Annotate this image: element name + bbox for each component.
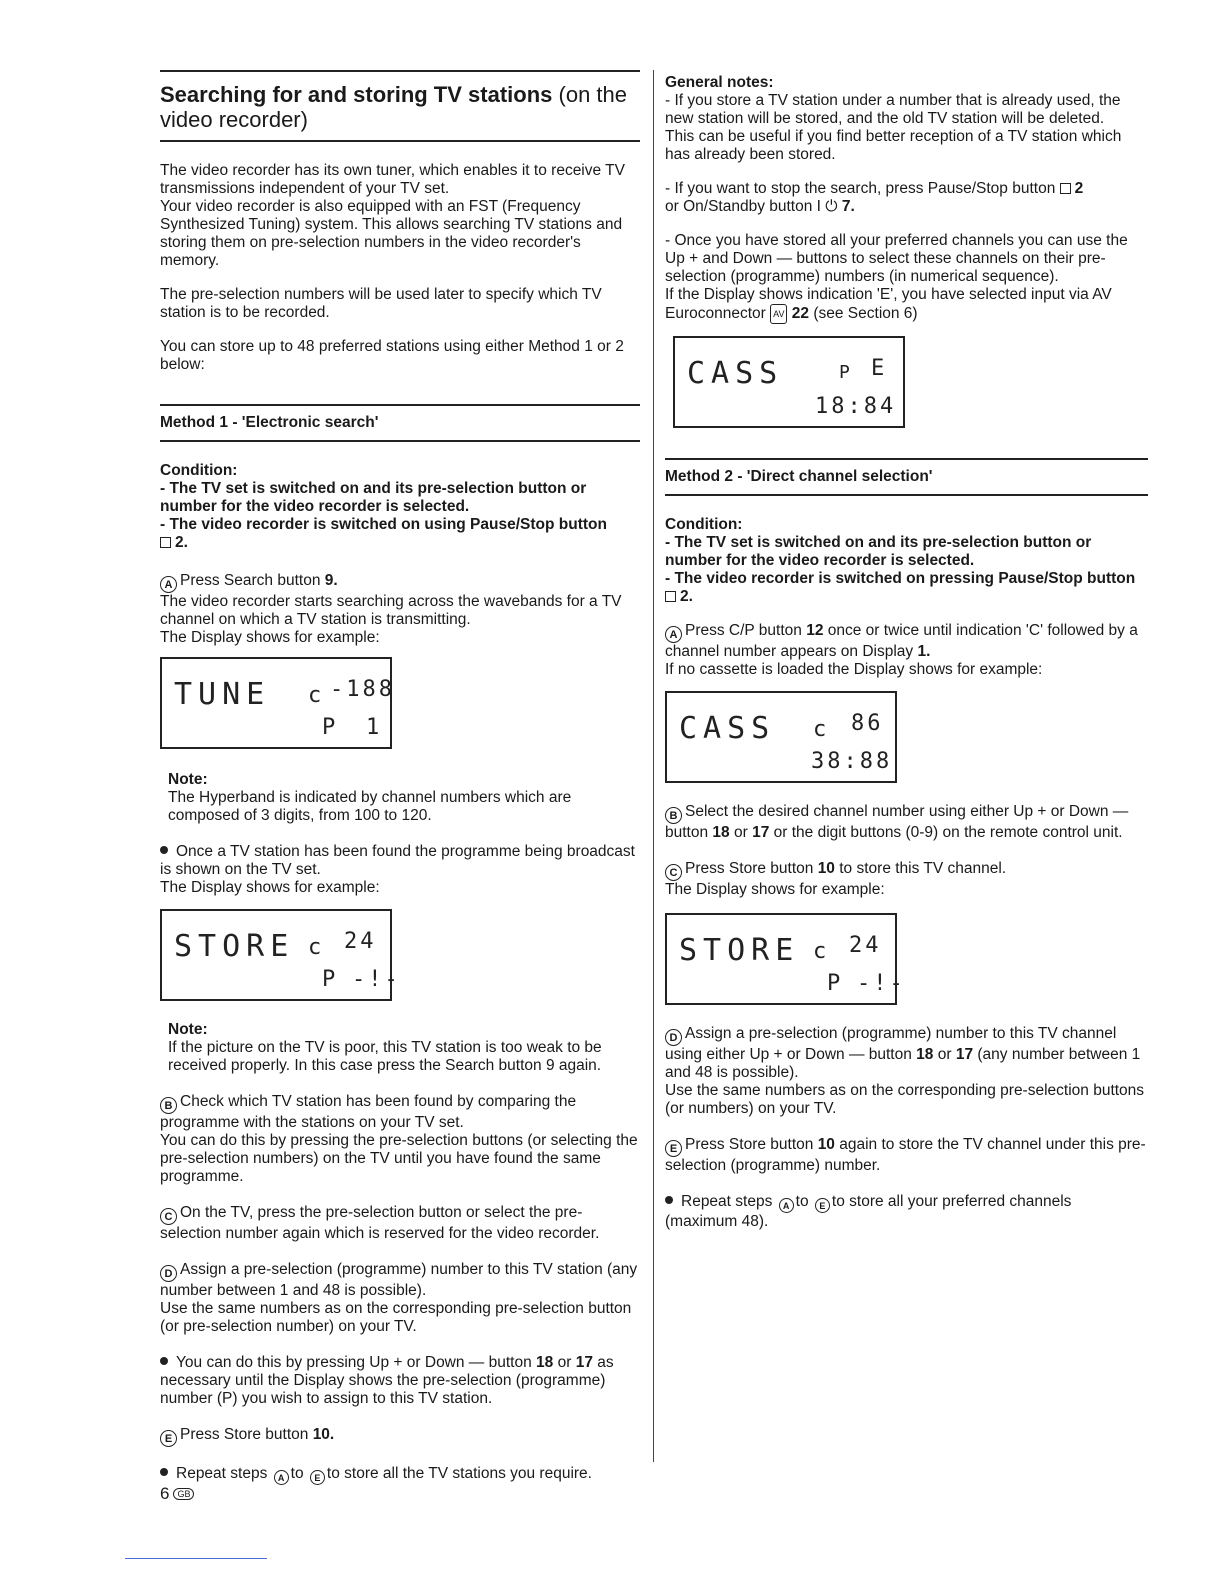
m2-step-a-lead: Press C/P button xyxy=(685,622,802,639)
lcd-cass-e-p-label: P xyxy=(839,362,853,383)
note-1-label: Note: xyxy=(168,771,208,788)
step-e xyxy=(160,1426,640,1447)
lcd-tune-channel: -188 xyxy=(330,677,395,702)
intro-paragraph-2: Your video recorder is also equipped with an FST (Frequency Synthesized Tuning) system. This allows searching TV stations and storing them on pre-selection numbers in the video recorder's memory. xyxy=(160,198,623,269)
m2-bullet-rest: to store all your preferred channels (maximum 48). xyxy=(665,1193,1072,1230)
note-1 xyxy=(160,771,640,825)
condition-2-2-tail: 2. xyxy=(680,588,693,605)
lcd-cass-c-c-label: c xyxy=(813,717,830,742)
m2-step-d-text-2: Use the same numbers as on the corresponding pre-selection buttons (or numbers) on your TV. xyxy=(665,1082,1145,1117)
note-2 xyxy=(160,1021,640,1075)
lcd-store-c-label: c xyxy=(813,939,830,964)
column-divider xyxy=(653,70,654,1462)
note-1-text: The Hyperband is indicated by channel numbers which are composed of 3 digits, from 100 to 120. xyxy=(168,789,572,824)
lcd-store-p-label: P xyxy=(827,971,844,996)
step-d-text-2: Use the same numbers as on the corresponding pre-selection button (or pre-selection number) on your TV. xyxy=(160,1300,632,1335)
lcd-store-c-label: c xyxy=(308,935,325,960)
m2-step-b-num-1: 18 xyxy=(712,824,730,841)
general-note-2-lead: - If you want to stop the search, press Pause/Stop button xyxy=(665,180,1056,197)
m2-step-d-or: or xyxy=(937,1046,952,1063)
general-note-3: - Once you have stored all your preferred channels you can use the Up + and Down — buttons to select these channels on their pre-selection (programme) numbers (in numerical sequence). xyxy=(665,232,1128,285)
country-badge: GB xyxy=(173,1488,194,1500)
lcd-store-channel: 24 xyxy=(849,933,882,958)
m2-step-c xyxy=(665,860,1148,881)
step-b-text-2: You can do this by pressing the pre-selection buttons (or selecting the pre-selection numbers) on the TV until you have found the same programme. xyxy=(160,1132,638,1185)
page-number-value: 6 xyxy=(160,1484,170,1503)
lcd-cass-c-display xyxy=(665,691,897,783)
bullet-3-to-marker: E xyxy=(310,1470,325,1485)
bullet-dot xyxy=(160,1468,168,1476)
lcd-store-channel: 24 xyxy=(344,929,377,954)
m2-step-e-num: 10 xyxy=(817,1136,835,1153)
bullet-3 xyxy=(160,1465,640,1485)
general-note-1b: This can be useful if you find better reception of a TV station which has already been stored. xyxy=(665,128,1122,163)
m2-step-c-num: 10 xyxy=(817,860,835,877)
lcd-tune-p-label: P xyxy=(322,715,339,740)
lcd-store-display-left xyxy=(160,909,401,1001)
step-c-text: On the TV, press the pre-selection button or select the pre-selection number again which is reserved for the video recorder. xyxy=(160,1204,600,1242)
m2-step-d-num-2: 17 xyxy=(955,1046,974,1063)
m2-step-e xyxy=(665,1136,1148,1175)
av-badge: AV xyxy=(770,304,787,324)
intro-paragraph-1: The video recorder has its own tuner, which enables it to receive TV transmissions independent of your TV set. xyxy=(160,162,625,197)
step-b-text: Check which TV station has been found by comparing the programme with the stations on your TV set. xyxy=(160,1093,577,1131)
display-example-label-2: The Display shows for example: xyxy=(160,879,380,896)
condition-2-2 xyxy=(665,570,1148,606)
lcd-cass-e-mode: E xyxy=(871,356,888,381)
general-note-2-mid: or On/Standby button I ⏻ xyxy=(665,198,838,215)
bullet-1 xyxy=(160,843,640,879)
step-a-num: 9. xyxy=(324,572,338,589)
store-up-paragraph: You can store up to 48 preferred stations using either Method 1 or 2 below: xyxy=(160,338,624,373)
condition-2-tail: 2. xyxy=(175,534,188,551)
m2-step-b xyxy=(665,803,1148,842)
general-note-3b-num: 22 xyxy=(791,305,810,322)
step-d-text: Assign a pre-selection (programme) number to this TV station (any number between 1 and 48 is possible). xyxy=(160,1261,638,1299)
m2-step-d-rest: (any number between 1 and 48 is possible). xyxy=(665,1046,1141,1081)
lcd-store-p-label: P xyxy=(322,967,339,992)
general-note-2-num: 2 xyxy=(1074,180,1084,197)
bullet-2-lead: You can do this by pressing Up + or Down — button xyxy=(176,1354,532,1371)
m2-step-b-num-2: 17 xyxy=(752,824,770,841)
m2-step-e-marker: E xyxy=(665,1140,682,1157)
m2-step-b-lead: Select the desired channel number using either Up + or Down — button xyxy=(665,803,1129,841)
bullet-3-lead: Repeat steps xyxy=(176,1465,268,1482)
bullet-2-num-2: 17 xyxy=(575,1354,593,1371)
step-e-lead: Press Store button xyxy=(180,1426,309,1443)
step-b xyxy=(160,1093,640,1132)
m2-step-e-rest: again to store the TV channel under this pre-selection (programme) number. xyxy=(665,1136,1146,1174)
title-rest: (on the video recorder) xyxy=(160,82,628,132)
step-a-marker: A xyxy=(160,576,177,593)
lcd-cass-c-time: 38:88 xyxy=(811,749,893,774)
lcd-cass-e-word: CASS xyxy=(687,356,784,391)
bullet-3-rest: to store all the TV stations you require. xyxy=(326,1465,592,1482)
bullet-dot xyxy=(160,1357,168,1365)
bullet-2-or: or xyxy=(557,1354,572,1371)
m2-step-b-rest: or the digit buttons (0-9) on the remote control unit. xyxy=(773,824,1123,841)
step-a xyxy=(160,572,640,593)
lcd-store-display-right xyxy=(665,913,906,1005)
m2-step-a-num: 12 xyxy=(806,622,824,639)
bullet-3-to-word: to xyxy=(290,1465,304,1482)
lcd-tune-program: 1 xyxy=(366,715,383,740)
condition-1: - The TV set is switched on and its pre-selection button or number for the video recorder is selected. xyxy=(160,480,587,515)
step-c xyxy=(160,1204,640,1243)
condition-label-2: Condition: xyxy=(665,516,743,533)
lcd-store-program: -!- xyxy=(857,971,906,996)
m2-step-c-rest: to store this TV channel. xyxy=(839,860,1007,877)
bullet-2 xyxy=(160,1354,640,1408)
m2-step-b-marker: B xyxy=(665,807,682,824)
display-example-label: The Display shows for example: xyxy=(160,629,380,646)
m2-bullet-from-marker: A xyxy=(779,1198,794,1213)
bullet-2-rest: as necessary until the Display shows the pre-selection (programme) number (P) you wish to assign to this TV station. xyxy=(160,1354,614,1407)
left-column xyxy=(160,70,640,1485)
lcd-store-program: -!- xyxy=(352,967,401,992)
bullet-2-num-1: 18 xyxy=(536,1354,554,1371)
m2-step-d-lead: Assign a pre-selection (programme) number to this TV channel using either Up + or Down — button xyxy=(665,1025,1117,1063)
step-e-num: 10. xyxy=(312,1426,335,1443)
m2-bullet-to-marker: E xyxy=(815,1198,830,1213)
step-c-marker: C xyxy=(160,1208,177,1225)
bullet-1-text: Once a TV station has been found the programme being broadcast is shown on the TV set. xyxy=(160,843,635,878)
general-note-3b-tail: (see Section 6) xyxy=(813,305,918,322)
title-bold: Searching for and storing TV stations xyxy=(160,82,553,107)
footer-line xyxy=(125,1558,267,1559)
general-note-2 xyxy=(665,180,1148,216)
bullet-dot xyxy=(160,846,168,854)
bullet-3-from-marker: A xyxy=(274,1470,289,1485)
m2-step-c-lead: Press Store button xyxy=(685,860,814,877)
lcd-cass-c-channel: 86 xyxy=(851,711,884,736)
step-a-lead: Press Search button xyxy=(180,572,321,589)
note-2-text: If the picture on the TV is poor, this TV station is too weak to be received properly. In this case press the Search button 9 again. xyxy=(168,1039,602,1074)
section-title-block xyxy=(160,70,640,142)
m2-bullet-to-word: to xyxy=(795,1193,809,1210)
lcd-tune-word: TUNE xyxy=(174,677,271,712)
m2-step-c-marker: C xyxy=(665,864,682,881)
method1-heading: Method 1 - 'Electronic search' xyxy=(160,404,640,442)
condition-label: Condition: xyxy=(160,462,238,479)
stop-square-icon xyxy=(160,537,171,548)
condition-2-2-text: - The video recorder is switched on pressing Pause/Stop button xyxy=(665,570,1136,587)
m2-step-d xyxy=(665,1025,1148,1082)
condition-2 xyxy=(160,516,640,552)
lcd-tune-c-label: c xyxy=(308,683,325,708)
lcd-tune-display xyxy=(160,657,395,749)
m2-step-a-text-2: If no cassette is loaded the Display shows for example: xyxy=(665,661,1043,678)
step-d-marker: D xyxy=(160,1265,177,1282)
general-notes-label: General notes: xyxy=(665,74,774,91)
right-column xyxy=(665,74,1148,1231)
lcd-store-word: STORE xyxy=(679,933,800,968)
note-2-label: Note: xyxy=(168,1021,208,1038)
page-title xyxy=(160,82,640,132)
step-a-text: The video recorder starts searching across the wavebands for a TV channel on which a TV station is transmitting. xyxy=(160,593,622,628)
m2-step-a xyxy=(665,622,1148,661)
general-note-3b-lead: If the Display shows indication 'E', you have selected input via AV Euroconnector xyxy=(665,286,1112,322)
page-number xyxy=(160,1484,194,1504)
bullet-dot xyxy=(665,1196,673,1204)
lcd-cass-e-display xyxy=(673,336,905,428)
stop-square-icon xyxy=(1060,183,1071,194)
m2-step-d-marker: D xyxy=(665,1029,682,1046)
m2-step-b-or: or xyxy=(733,824,748,841)
m2-step-a-marker: A xyxy=(665,626,682,643)
general-note-3b xyxy=(665,286,1148,324)
general-note-1: - If you store a TV station under a number that is already used, the new station will be stored, and the old TV station will be deleted. xyxy=(665,92,1121,127)
lcd-store-word: STORE xyxy=(174,929,295,964)
lcd-cass-e-time: 18:84 xyxy=(815,394,897,419)
preselection-paragraph: The pre-selection numbers will be used later to specify which TV station is to be recorded. xyxy=(160,286,602,321)
m2-step-a-num-2: 1. xyxy=(917,643,931,660)
step-b-marker: B xyxy=(160,1097,177,1114)
m2-step-a-rest: once or twice until indication 'C' followed by a channel number appears on Display xyxy=(665,622,1138,660)
step-e-marker: E xyxy=(160,1430,177,1447)
m2-step-e-lead: Press Store button xyxy=(685,1136,814,1153)
condition-2-text: - The video recorder is switched on using Pause/Stop button xyxy=(160,516,607,533)
m2-step-d-num-1: 18 xyxy=(916,1046,934,1063)
method2-heading: Method 2 - 'Direct channel selection' xyxy=(665,458,1148,496)
lcd-cass-c-word: CASS xyxy=(679,711,776,746)
general-note-2-num-2: 7. xyxy=(841,198,855,215)
m2-bullet-lead: Repeat steps xyxy=(681,1193,773,1210)
step-d xyxy=(160,1261,640,1300)
stop-square-icon xyxy=(665,591,676,602)
condition-2-1: - The TV set is switched on and its pre-selection button or number for the video recorder is selected. xyxy=(665,534,1092,569)
m2-step-c-text-2: The Display shows for example: xyxy=(665,881,885,898)
m2-bullet xyxy=(665,1193,1148,1231)
